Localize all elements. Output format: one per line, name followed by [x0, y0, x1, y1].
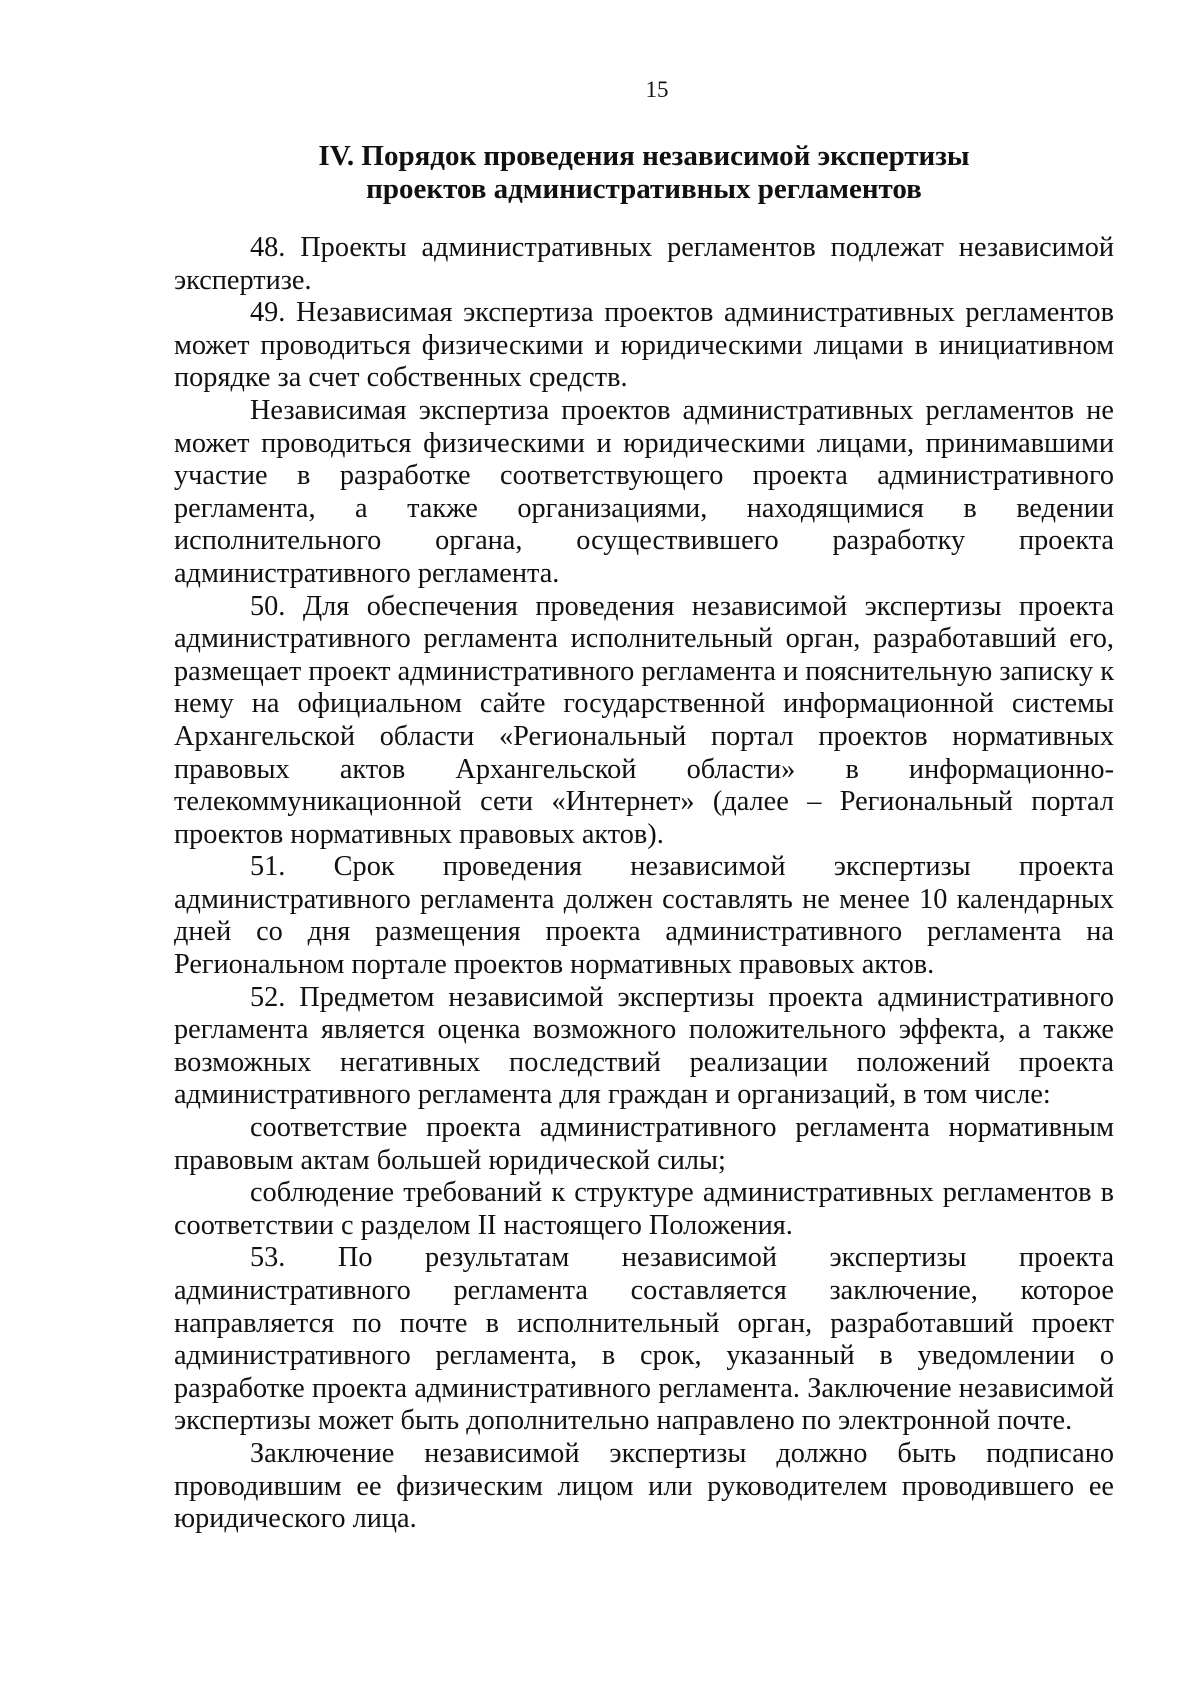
section-heading [174, 140, 1114, 206]
paragraph-52: 52. Предметом независимой экспертизы проекта административного регламента является оценка возможного положительного эффекта, а также возможных негативных последствий реализации положений проекта административного регламента для граждан и организаций, в том числе: [174, 981, 1114, 1111]
paragraph-49: 49. Независимая экспертиза проектов административных регламентов может проводиться физическими и юридическими лицами в инициативном порядке за счет собственных средств. [174, 297, 1114, 394]
paragraph-49-continued: Независимая экспертиза проектов административных регламентов не может проводиться физическими и юридическими лицами, принимавшими участие в разработке соответствующего проекта административного регламента, а также организациями, находящимися в ведении исполнительного органа, осуществившего разработку проекта административного регламента. [174, 394, 1114, 589]
paragraph-50: 50. Для обеспечения проведения независимой экспертизы проекта административного регламента исполнительный орган, разработавший его, размещает проект административного регламента и пояснительную записку к нему на официальном сайте государственной информационной системы Архангельской области «Региональный портал проектов нормативных правовых актов Архангельской области» в информационно-телекоммуникационной сети «Интернет» (далее – Региональный портал проектов нормативных правовых актов). [174, 590, 1114, 850]
paragraph-53-continued: Заключение независимой экспертизы должно быть подписано проводившим ее физическим лицом или руководителем проводившего ее юридического лица. [174, 1437, 1114, 1535]
paragraph-52-item-2: соблюдение требований к структуре административных регламентов в соответствии с разделом II настоящего Положения. [174, 1177, 1114, 1241]
document-body [174, 232, 1114, 1536]
section-heading-line-2: проектов административных регламентов [366, 173, 922, 205]
paragraph-51: 51. Срок проведения независимой экспертизы проекта административного регламента должен составлять не менее 10 календарных дней со дня размещения проекта административного регламента на Региональном портале проектов нормативных правовых актов. [174, 851, 1114, 981]
paragraph-52-item-1: соответствие проекта административного регламента нормативным правовым актам большей юридической силы; [174, 1112, 1114, 1176]
paragraph-53: 53. По результатам независимой экспертизы проекта административного регламента составляется заключение, которое направляется по почте в исполнительный орган, разработавший проект административного регламента, в срок, указанный в уведомлении о разработке проекта административного регламента. Заключение независимой экспертизы может быть дополнительно направлено по электронной почте. [174, 1242, 1114, 1437]
paragraph-48: 48. Проекты административных регламентов подлежат независимой экспертизе. [174, 232, 1114, 296]
page-number: 15 [645, 77, 669, 102]
section-heading-line-1: IV. Порядок проведения независимой экспертизы [318, 140, 970, 172]
